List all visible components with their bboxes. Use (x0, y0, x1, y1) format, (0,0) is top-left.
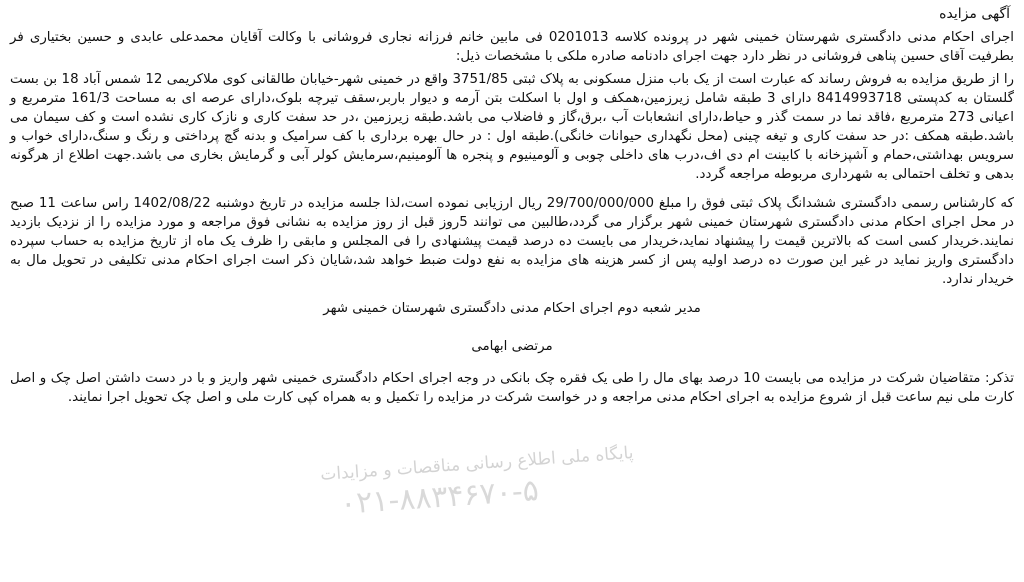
notice-paragraph-property: را از طریق مزایده به فروش رساند که عبارت است از یک باب منزل مسکونی به پلاک ثبتی 3751/85 واقع در خمینی شهر-خیابان طالقانی کوی ملاکریمی 12 شمس آباد 18 بن بست گلستان به کدپستی 8414993718 دارای 3 طبقه شامل زیرزمین،همکف و اول با اسکلت بتن آرمه و دیوار باربر،سقف تیرچه بلوک،دارای عرصه ای به مساحت 161/3 مترمربع و اعیانی 273 مترمربع ،فاقد نما در سمت گذر و حیاط،دارای انشعابات آب ،برق،گاز و فاضلاب می باشد.طبقه زیرزمین ،در حد سفت کاری و نازک کاری نشده است و کف سیمان می باشد.طبقه همکف :در حد سفت کاری و تیغه چینی (محل نگهداری حیوانات خانگی).طبقه اول : در حال بهره برداری با کف سرامیک و بدنه گچ پرداختی و رنگ و سنگ،دارای خواب و سرویس بهداشتی،حمام و آشپزخانه با کابینت ام دی اف،درب های داخلی چوبی و آلومینیوم و پنجره ها آلومینیم،سرمایش کولر آبی و گرمایش بخاری می باشد.جهت اطلاع از هرگونه بدهی و تخلف احتمالی به شهرداری مربوطه مراجعه گردد. (10, 72, 1015, 182)
watermark-text: پایگاه ملی اطلاع رسانی مناقصات و مزایدات (319, 443, 635, 485)
notice-paragraph-intro: اجرای احکام مدنی دادگستری شهرستان خمینی شهر در پرونده کلاسه 0201013 فی مابین خانم فرزانه نجاری فروشانی با وکالت آقایان محمدعلی عابدی و حسین بختیاری فر بطرفیت آقای حسین پناهی فروشانی در نظر دارد جهت اجرای دادنامه صادره ملکی با مشخصات ذیل: (10, 30, 1015, 64)
notice-paragraph-terms: که کارشناس رسمی دادگستری ششدانگ پلاک ثبتی فوق را مبلغ 29/700/000/000 ریال ارزیابی نموده است،لذا جلسه مزایده در تاریخ دوشنبه 1402/08/22 راس ساعت 11 صبح در محل اجرای احکام مدنی دادگستری شهرستان خمینی شهر برگزار می گردد،طالبین می توانند 5روز قبل از روز مزایده به نشانی فوق مراجعه و مورد مزایده را از نزدیک بازدید نمایند.خریدار کسی است که بالاترین قیمت را پیشنهاد نماید،خریدار می بایست ده درصد قیمت پیشنهادی را فی المجلس و مابقی را ظرف یک ماه از تاریخ مزایده به حساب سپرده دادگستری واریز نماید در غیر این صورت ده درصد اولیه پس از کسر هزینه های مزایده به نفع دولت ضبط خواهد شد،شایان ذکر است اجرای احکام مدنی تکلیفی در تحویل مال به خریدار ندارد. (10, 196, 1014, 287)
notice-footnote: تذکر: متقاضیان شرکت در مزایده می بایست 10 درصد بهای مال را طی یک فقره چک بانکی در وجه اجرای احکام دادگستری خمینی شهر واریز و با در دست داشتن اصل چک و اصل کارت ملی نیم ساعت قبل از شروع مزایده به اجرای احکام مدنی مراجعه و در خواست شرکت در مزایده را تکمیل و به همراه کپی کارت ملی و اصل چک تحویل اجرا نمایند. (10, 371, 1015, 405)
signer-title: مدیر شعبه دوم اجرای احکام مدنی دادگستری شهرستان خمینی شهر (323, 301, 701, 316)
signer-name: مرتضی ابهامی (471, 339, 553, 354)
watermark-phone: ۰۲۱-۸۸۳۴۶۷۰-۵ (339, 473, 540, 522)
notice-title: آگهی مزایده (939, 6, 1010, 22)
